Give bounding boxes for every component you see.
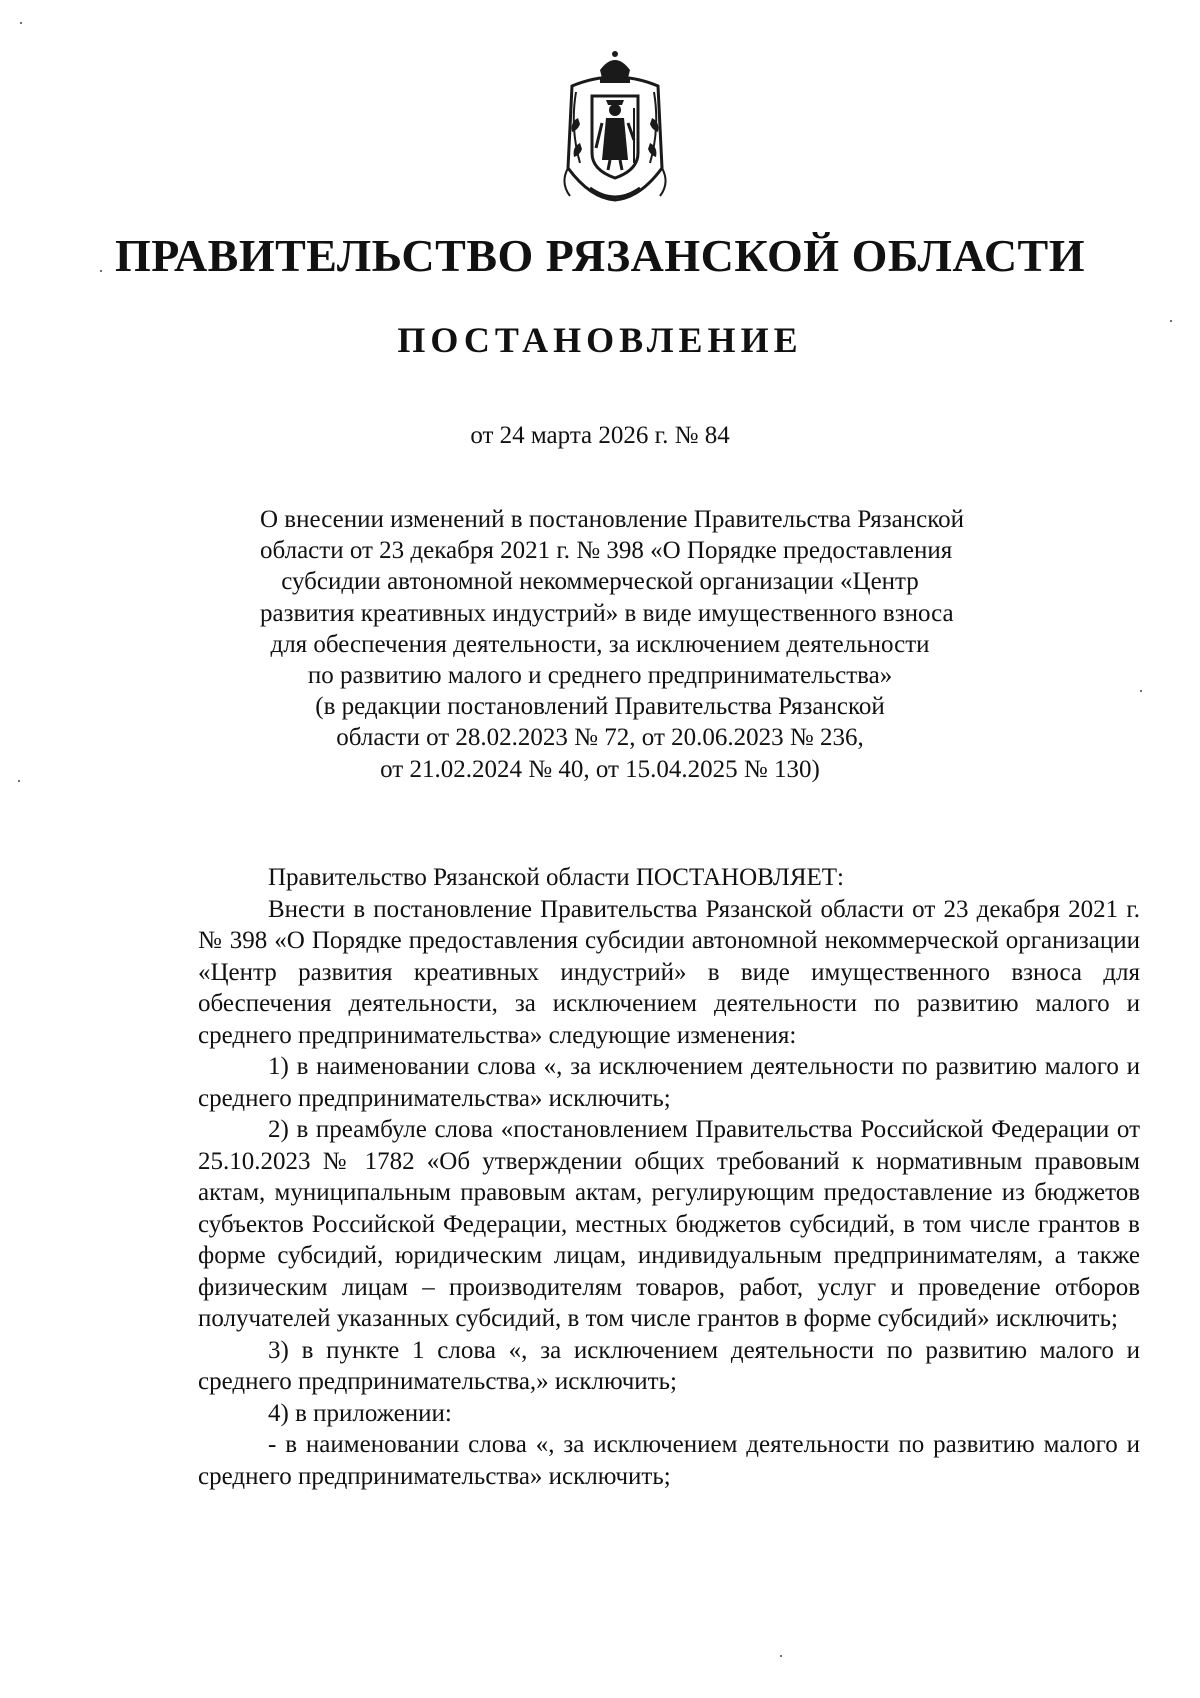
- subject-line: субсидии автономной некоммерческой организации «Центр: [281, 568, 919, 596]
- subject-line: для обеспечения деятельности, за исключением деятельности: [270, 630, 930, 658]
- document-date-number: от 24 марта 2026 г. № 84: [470, 422, 730, 449]
- scan-speck: [1170, 320, 1172, 322]
- document-subject: [260, 504, 965, 785]
- subject-line: по развитию малого и среднего предпринимательства»: [307, 662, 893, 690]
- document-body: [198, 862, 1140, 1492]
- subject-line: области от 28.02.2023 № 72, от 20.06.2023 № 236,: [336, 724, 864, 752]
- body-paragraph: Внести в постановление Правительства Рязанской области от 23 декабря 2021 г. № 398 «О Порядке предоставления субсидии автономной некоммерческой организации «Центр развития креативных индустрий» в виде имущественного взноса для обеспечения деятельности, за исключением деятельности по развитию малого и среднего предпринимательства» следующие изменения:: [198, 895, 1140, 1049]
- government-title: ПРАВИТЕЛЬСТВО РЯЗАНСКОЙ ОБЛАСТИ: [114, 230, 1086, 281]
- subject-line: (в редакции постановлений Правительства Рязанской: [315, 693, 885, 721]
- body-paragraph-item-3: 3) в пункте 1 слова «, за исключением деятельности по развитию малого и среднего предпринимательства,» исключить;: [198, 1336, 1140, 1395]
- scan-speck: [100, 270, 102, 272]
- body-paragraph-item-1: 1) в наименовании слова «, за исключением деятельности по развитию малого и среднего предпринимательства» исключить;: [198, 1053, 1140, 1112]
- scan-speck: [18, 780, 20, 782]
- subject-line: от 21.02.2024 № 40, от 15.04.2025 № 130): [380, 755, 820, 783]
- coat-of-arms-icon: [550, 48, 680, 208]
- body-paragraph-subitem: - в наименовании слова «, за исключением деятельности по развитию малого и среднего предпринимательства» исключить;: [198, 1431, 1140, 1490]
- body-paragraph-item-2: 2) в преамбуле слова «постановлением Правительства Российской Федерации от 25.10.2023 № 1782 «Об утверждении общих требований к нормативным правовым актам, муниципальным правовым актам, регулирующим предоставление из бюджетов субъектов Российской Федерации, местных бюджетов субсидий, в том числе грантов в форме субсидий, юридическим лицам, индивидуальным предпринимателям, а также физическим лицам – производителям товаров, работ, услуг и проведение отборов получателей указанных субсидий, в том числе грантов в форме субсидий» исключить;: [198, 1116, 1140, 1332]
- scan-speck: [20, 22, 22, 24]
- subject-line: О внесении изменений в постановление Правительства Рязанской: [260, 506, 965, 533]
- document-type-title: ПОСТАНОВЛЕНИЕ: [397, 320, 803, 360]
- subject-line: области от 23 декабря 2021 г. № 398 «О Порядке предоставления: [260, 537, 953, 565]
- subject-line: развития креативных индустрий» в виде имущественного взноса: [260, 599, 954, 627]
- body-paragraph-item-4: 4) в приложении:: [268, 1399, 452, 1427]
- body-paragraph-intro: Правительство Рязанской области ПОСТАНОВЛЯЕТ:: [268, 864, 844, 891]
- scan-speck: [780, 1655, 782, 1657]
- scan-speck: [1140, 690, 1142, 692]
